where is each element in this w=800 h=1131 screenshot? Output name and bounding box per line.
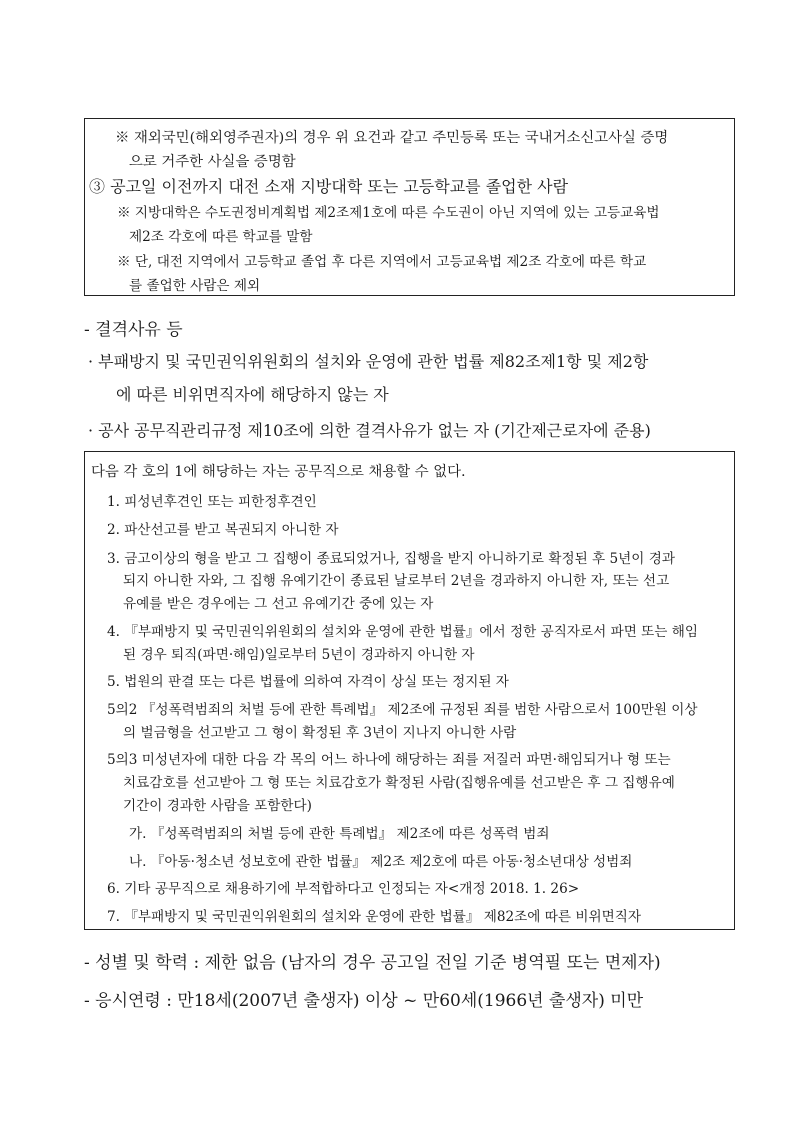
rule-4-cont: 된 경우 퇴직(파면·해임)일로부터 5년이 경과하지 아니한 자 [123, 647, 475, 663]
box-note-overseas-resident: ※ 재외국민(해외영주권자)의 경우 위 요건과 같고 주민등록 또는 국내거소신고사실 증명 [115, 130, 669, 146]
box-note-overseas-resident-cont: 으로 거주한 사실을 증명함 [129, 154, 296, 170]
rule-5-3-a: 가. 『성폭력범죄의 처벌 등에 관한 특례법』 제2조에 따른 성폭력 범죄 [129, 826, 550, 842]
rule-5: 5. 법원의 판결 또는 다른 법률에 의하여 자격이 상실 또는 정지된 자 [107, 674, 509, 690]
rule-5-3-b: 나. 『아동·청소년 성보호에 관한 법률』 제2조 제2호에 따른 아동·청소년대상 성범죄 [129, 854, 633, 870]
box-note-local-university-cont: 제2조 각호에 따른 학교를 말함 [129, 229, 313, 245]
rule-3: 3. 금고이상의 형을 받고 그 집행이 종료되었거나, 집행을 받지 아니하기로 확정된 후 5년이 경과 [107, 551, 675, 567]
rule-6: 6. 기타 공무직으로 채용하기에 부적합하다고 인정되는 자<개정 2018. 1. 26> [107, 881, 580, 897]
rule-5-3-cont-1: 치료감호를 선고받아 그 형 또는 치료감호가 확정된 사람(집행유예를 선고받은 후 그 집행유예 [123, 775, 675, 791]
disqualification-bullet-1: · 부패방지 및 국민권익위원회의 설치와 운영에 관한 법률 제82조제1항 및 제2항 [88, 352, 649, 371]
disqualification-heading: - 결격사유 등 [84, 320, 183, 340]
rule-5-2: 5의2 『성폭력범죄의 처벌 등에 관한 특례법』 제2조에 규정된 죄를 범한 사람으로서 100만원 이상 [107, 702, 698, 718]
rule-7: 7. 『부패방지 및 국민권익위원회의 설치와 운영에 관한 법률』 제82조에 따른 비위면직자 [107, 909, 642, 925]
age-requirement: - 응시연령 : 만18세(2007년 출생자) 이상 ~ 만60세(1966년 출생자) 미만 [84, 991, 644, 1011]
box-item-3-graduate: ③ 공고일 이전까지 대전 소재 지방대학 또는 고등학교를 졸업한 사람 [89, 177, 569, 196]
box-note-local-university: ※ 지방대학은 수도권정비계획법 제2조제1호에 따른 수도권이 아닌 지역에 있는 고등교육법 [117, 205, 660, 221]
rule-5-3: 5의3 미성년자에 대한 다음 각 목의 어느 하나에 해당하는 죄를 저질러 파면·해임되거나 형 또는 [107, 752, 671, 768]
rule-3-cont-2: 유예를 받은 경우에는 그 선고 유예기간 중에 있는 자 [123, 596, 434, 612]
disqualification-bullet-2: · 공사 공무직관리규정 제10조에 의한 결격사유가 없는 자 (기간제근로자에 준용) [88, 421, 651, 440]
rule-3-cont-1: 되지 아니한 자와, 그 집행 유예기간이 종료된 날로부터 2년을 경과하지 아니한 자, 또는 선고 [123, 573, 670, 589]
box-note-exclusion-cont: 를 졸업한 사람은 제외 [129, 278, 261, 294]
box-note-exclusion: ※ 단, 대전 지역에서 고등학교 졸업 후 다른 지역에서 고등교육법 제2조 각호에 따른 학교 [117, 254, 647, 270]
gender-education-requirement: - 성별 및 학력 : 제한 없음 (남자의 경우 공고일 전일 기준 병역필 또는 면제자) [84, 953, 661, 973]
disqualification-rules-box [84, 451, 735, 930]
rule-4: 4. 『부패방지 및 국민권익위원회의 설치와 운영에 관한 법률』에서 정한 공직자로서 파면 또는 해임 [107, 624, 699, 640]
rules-intro: 다음 각 호의 1에 해당하는 자는 공무직으로 채용할 수 없다. [91, 464, 466, 480]
rule-5-3-cont-2: 기간이 경과한 사람을 포함한다) [123, 798, 312, 814]
rule-1: 1. 피성년후견인 또는 피한정후견인 [107, 494, 317, 510]
disqualification-bullet-1-cont: 에 따른 비위면직자에 해당하지 않는 자 [116, 385, 389, 404]
rule-2: 2. 파산선고를 받고 복권되지 아니한 자 [107, 522, 339, 538]
residency-requirement-box [84, 118, 735, 296]
rule-5-2-cont: 의 벌금형을 선고받고 그 형이 확정된 후 3년이 지나지 아니한 사람 [123, 725, 517, 741]
